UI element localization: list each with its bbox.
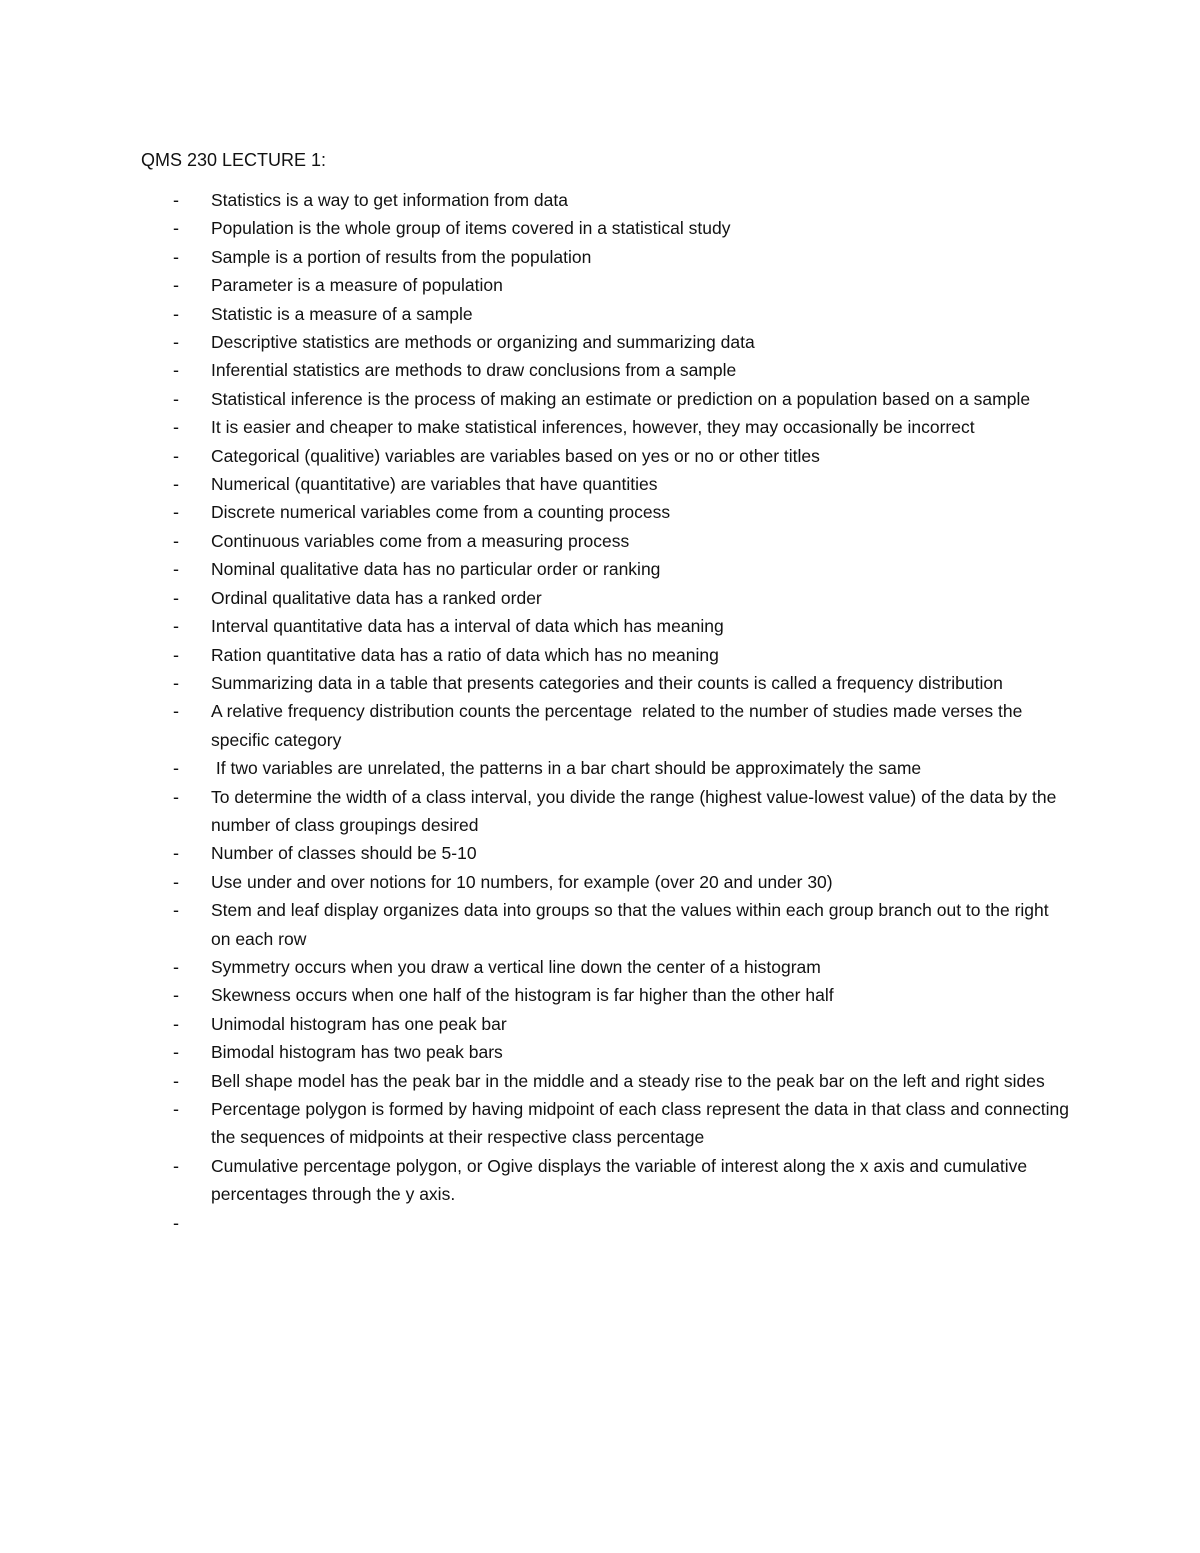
list-item <box>0 214 1200 242</box>
list-item-text: Use under and over notions for 10 numbers, for example (over 20 and under 30) <box>211 871 833 892</box>
list-item <box>0 783 1200 840</box>
list-item-text: Stem and leaf display organizes data into groups so that the values within each group branch out to the right on each row <box>211 900 1054 949</box>
list-item <box>0 584 1200 612</box>
list-item-text: Bimodal histogram has two peak bars <box>211 1042 503 1063</box>
bullet-dash: - <box>173 985 179 1006</box>
list-item <box>0 839 1200 867</box>
list-item <box>0 1038 1200 1066</box>
list-item-text: Summarizing data in a table that presents categories and their counts is called a frequency distribution <box>211 672 1003 693</box>
list-item <box>0 470 1200 498</box>
document-title: QMS 230 LECTURE 1: <box>141 150 327 170</box>
bullet-dash: - <box>173 900 179 921</box>
list-item-text: Categorical (qualitive) variables are variables based on yes or no or other titles <box>211 445 820 466</box>
list-item-text: Symmetry occurs when you draw a vertical line down the center of a histogram <box>211 956 821 977</box>
list-item-text: A relative frequency distribution counts the percentage related to the number of studies made verses the specific category <box>211 701 1028 750</box>
list-item-text: Statistic is a measure of a sample <box>211 303 473 324</box>
list-item <box>0 356 1200 384</box>
list-item <box>0 442 1200 470</box>
list-item <box>0 1010 1200 1038</box>
bullet-dash: - <box>173 474 179 495</box>
bullet-dash: - <box>173 1013 179 1034</box>
list-item-text: Ration quantitative data has a ratio of data which has no meaning <box>211 644 719 665</box>
bullet-dash: - <box>173 956 179 977</box>
list-item <box>0 669 1200 697</box>
list-item-text: Statistics is a way to get information from data <box>211 190 568 210</box>
bullet-dash: - <box>173 871 179 892</box>
list-item <box>0 271 1200 299</box>
bullet-dash: - <box>173 672 179 693</box>
list-item <box>0 953 1200 981</box>
list-item <box>0 754 1200 782</box>
bullet-dash: - <box>173 644 179 665</box>
bullet-dash: - <box>173 786 179 807</box>
list-item <box>0 641 1200 669</box>
list-item <box>0 300 1200 328</box>
list-item <box>0 1209 1200 1237</box>
bullet-dash: - <box>173 587 179 608</box>
bullet-dash: - <box>173 1070 179 1091</box>
list-item-text: It is easier and cheaper to make statistical inferences, however, they may occasionally be incorrect <box>211 417 975 438</box>
bullet-dash: - <box>173 445 179 466</box>
bullet-dash: - <box>173 218 179 239</box>
list-item-text: Ordinal qualitative data has a ranked order <box>211 587 542 608</box>
bullet-dash: - <box>173 616 179 637</box>
list-item <box>0 1152 1200 1209</box>
list-item-text: To determine the width of a class interval, you divide the range (highest value-lowest value) of the data by the number of class groupings desired <box>211 786 1062 835</box>
bullet-dash: - <box>173 559 179 580</box>
list-item-text: Numerical (quantitative) are variables that have quantities <box>211 474 658 495</box>
lecture-notes-list <box>0 186 1200 1237</box>
bullet-dash: - <box>173 303 179 324</box>
list-item-text: Inferential statistics are methods to draw conclusions from a sample <box>211 360 737 381</box>
list-item <box>0 527 1200 555</box>
list-item <box>0 1095 1200 1152</box>
bullet-dash: - <box>173 758 179 779</box>
bullet-dash: - <box>173 190 179 210</box>
list-item-text: Cumulative percentage polygon, or Ogive displays the variable of interest along the x axis and cumulative percentages through the y axis. <box>211 1155 1033 1205</box>
bullet-dash: - <box>173 332 179 353</box>
list-item-text: Sample is a portion of results from the population <box>211 246 592 267</box>
list-item-text: If two variables are unrelated, the patterns in a bar chart should be approximately the same <box>211 758 922 779</box>
bullet-dash: - <box>173 1042 179 1063</box>
bullet-dash: - <box>173 502 179 523</box>
list-item <box>0 243 1200 271</box>
list-item-text: Interval quantitative data has a interval of data which has meaning <box>211 616 724 637</box>
bullet-dash: - <box>173 1099 179 1119</box>
list-item <box>0 498 1200 526</box>
list-item-text: Statistical inference is the process of making an estimate or prediction on a population based on a sample <box>211 388 1031 409</box>
list-item <box>0 413 1200 441</box>
list-item <box>0 896 1200 953</box>
list-item-text: Discrete numerical variables come from a counting process <box>211 502 671 523</box>
bullet-dash: - <box>173 843 179 864</box>
bullet-dash: - <box>173 701 179 722</box>
list-item-text: Number of classes should be 5-10 <box>211 843 477 864</box>
bullet-dash: - <box>173 360 179 381</box>
list-item <box>0 555 1200 583</box>
bullet-dash: - <box>173 1212 179 1233</box>
list-item-text: Nominal qualitative data has no particular order or ranking <box>211 559 661 580</box>
bullet-dash: - <box>173 246 179 267</box>
bullet-dash: - <box>173 275 179 296</box>
list-item-text <box>211 1209 1071 1237</box>
bullet-dash: - <box>173 1155 179 1176</box>
list-item-text: Skewness occurs when one half of the histogram is far higher than the other half <box>211 985 834 1006</box>
list-item-text: Population is the whole group of items covered in a statistical study <box>211 218 731 239</box>
bullet-dash: - <box>173 417 179 438</box>
list-item <box>0 868 1200 896</box>
list-item <box>0 981 1200 1009</box>
list-item-text: Continuous variables come from a measuring process <box>211 530 630 551</box>
list-item <box>0 328 1200 356</box>
list-item <box>0 385 1200 413</box>
bullet-dash: - <box>173 388 179 409</box>
list-item-text: Descriptive statistics are methods or organizing and summarizing data <box>211 332 755 353</box>
list-item-text: Parameter is a measure of population <box>211 275 503 296</box>
list-item <box>0 697 1200 754</box>
list-item-text: Percentage polygon is formed by having midpoint of each class represent the data in that class and connecting the sequences of midpoints at their respective class percentage <box>211 1099 1074 1148</box>
list-item <box>0 1067 1200 1095</box>
list-item-text: Bell shape model has the peak bar in the middle and a steady rise to the peak bar on the left and right sides <box>211 1070 1045 1091</box>
list-item <box>0 186 1200 214</box>
bullet-dash: - <box>173 530 179 551</box>
list-item-text: Unimodal histogram has one peak bar <box>211 1013 507 1034</box>
list-item <box>0 612 1200 640</box>
